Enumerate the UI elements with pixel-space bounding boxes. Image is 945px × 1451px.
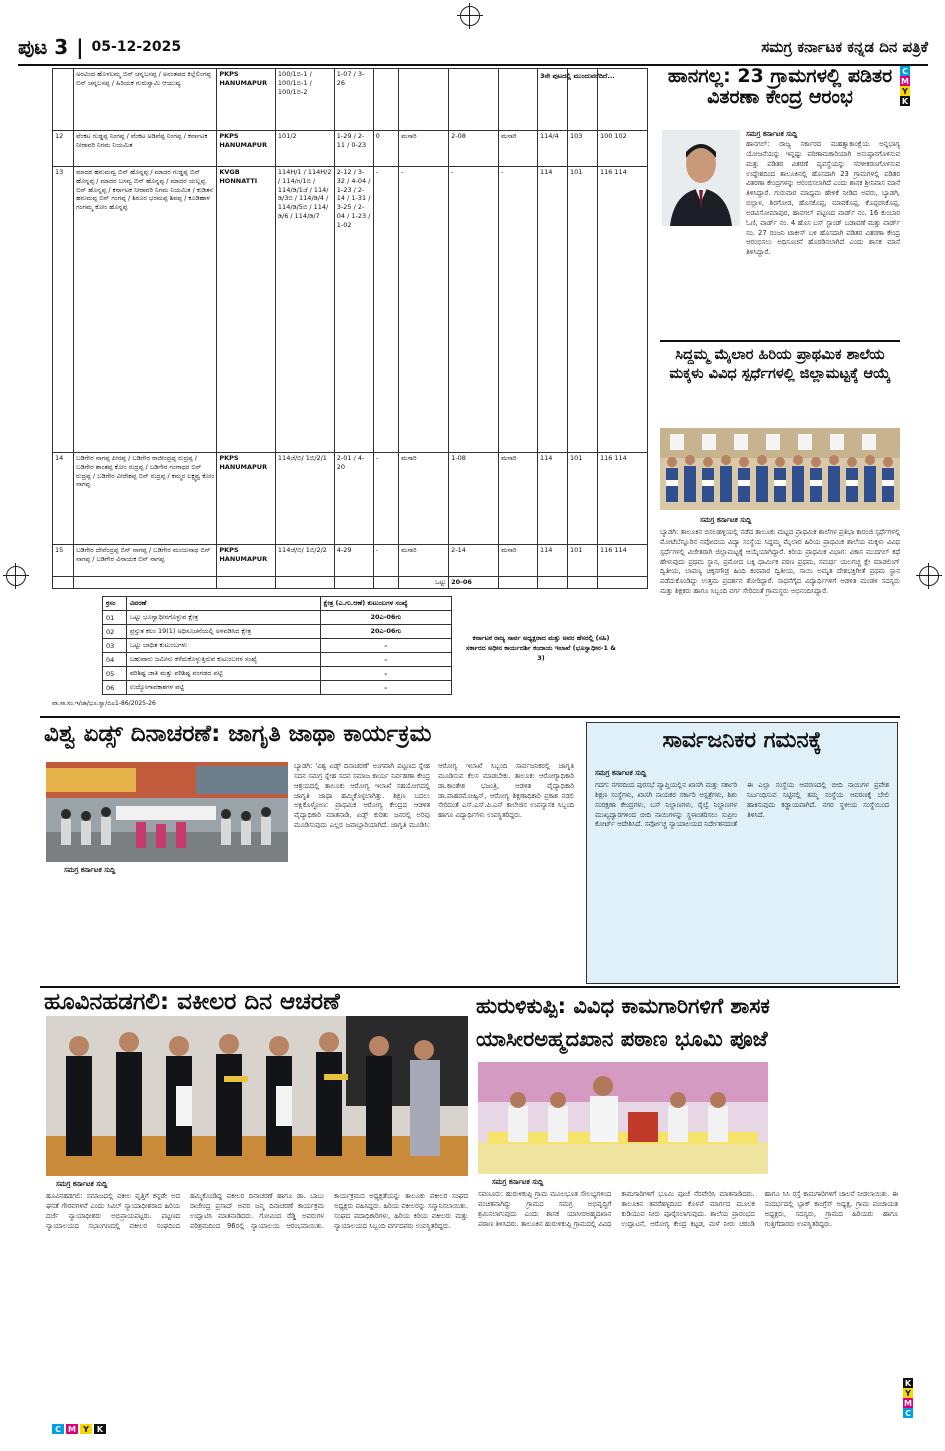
awareness-rally-photo [46, 762, 288, 862]
summary-row [103, 653, 452, 667]
table-total-row [53, 577, 648, 589]
public-headline: ಸಾರ್ವಜನಿಕರ ಗಮನಕ್ಕೆ [662, 728, 822, 753]
table-cell-bank: PKPS HANUMAPUR [217, 453, 276, 545]
total-label: ಒಟ್ಟು [399, 577, 449, 589]
public-notice-story [586, 722, 898, 984]
table-cell-c6: 101 [567, 545, 597, 577]
summary-cell-d: ಉದ್ಯೋಗಾವಕಾಶಗಳ ಪಟ್ಟಿ [126, 681, 320, 695]
table-row [53, 167, 648, 453]
summary-row [103, 611, 452, 625]
table-cell-c1: - [373, 545, 399, 577]
table-cell-c7: 100 102 [597, 131, 647, 167]
table-cell-names: ವೆಂಕಟ ಗುಡ್ಡಪ್ಪ ನಿಂಗಪ್ಪ / ವೆಂಕಟ ಅಡಿವೆಪ್ಪ ನಿಂಗಪ್ಪ / ಕರ್ನಾಟಕ ನೀರಾವರಿ ನಿಗಮ ನಿಯಮಿತ [74, 131, 217, 167]
table-cell-c7: 116 114 [597, 545, 647, 577]
table-cell-c4: ಮಸಾರಿ [499, 453, 538, 545]
issue-date: 05-12-2025 [91, 39, 182, 55]
table-cell-bank: PKPS HANUMAPUR [217, 69, 276, 131]
table-cell-c6: 103 [567, 131, 597, 167]
divider [40, 986, 900, 988]
summary-row [103, 639, 452, 653]
lawyers-body: ಹೂವಿನಹಡಗಲಿ: ಸಮಾಜದಲ್ಲಿ ವಕೀಲ ವೃತ್ತಿಗೆ ಕನ್ನಡೇ ಅದ ಘನತೆ ಗೌರವಗಳಿವೆ ಎಂದು ಸಿವಿಲ್ ನ್ಯಾಯಾಧೀಶರಾದ ಹಿರಿಯ ದರ್ಜೆ ನ್ಯಾಯಾಧೀಶರು ಅಭಿಪ್ರಾಯಪಟ್ಟರು. ಪಟ್ಟಣದ ನ್ಯಾಯಾಲಯದ ಸಭಾಂಗಣದಲ್ಲಿ ವಕೀಲರ ಸಂಘದಿಂದ ಹಮ್ಮಿಕೊಂಡಿದ್ದ ವಕೀಲರ ದಿನಾಚರಣೆ ಹಾಗೂ ಡಾ. ಬಾಬು ರಾಜೇಂದ್ರ ಪ್ರಸಾದ್ ಅವರ ಜನ್ಮ ದಿನಾಚರಣೆ ಕಾರ್ಯಕ್ರಮ ಉದ್ಘಾಟಿಸಿ ಮಾತನಾಡಿದರು. ಗೋವಿಂದ ರೆಡ್ಡಿ ಅವರುಗಳ ಪರಿಶ್ರಮದಿಂದ 96ರಲ್ಲಿ ನ್ಯಾಯಾಲಯ ಆರಂಭವಾಯಿತು. ಕಾರ್ಯಕ್ರಮದ ಅಧ್ಯಕ್ಷತೆಯನ್ನು ತಾಲೂಕು ವಕೀಲರ ಸಂಘದ ಅಧ್ಯಕ್ಷರು ವಹಿಸಿದ್ದರು. ಹಿರಿಯ ವಕೀಲರನ್ನು ಸನ್ಮಾನಿಸಲಾಯಿತು. ಸಂಘದ ಪದಾಧಿಕಾರಿಗಳು, ಹಿರಿಯ ಕಿರಿಯ ವಕೀಲರು ಮತ್ತು ನ್ಯಾಯಾಲಯದ ಸಿಬ್ಬಂದಿ ವರ್ಗದವರು ಉಪಸ್ಥಿತರಿದ್ದರು. [46, 1192, 468, 1230]
table-cell-c1 [373, 69, 399, 131]
table-cell-c5: 114 [537, 167, 567, 453]
school-story [660, 346, 900, 716]
table-cell-num [53, 69, 74, 131]
table-row [53, 131, 648, 167]
table-cell-extent: 2-01 / 4-20 [334, 453, 373, 545]
table-cell-c1: - [373, 453, 399, 545]
table-cell-names: ಬಡಿಗೇರ ದೇವೆಂದ್ರಪ್ಪ ಬಿನ್ ನಾಗಪ್ಪ / ಬಡಿಗೇರ ಮಂಜುನಾಥ ಬಿನ್ ನಾಗಪ್ಪ / ಬಡಿಗೇರ ವಿನಾಯಕ ಬಿನ್ ನಾಗಪ್ಪ [74, 545, 217, 577]
table-cell-bank: PKPS HANUMAPUR [217, 545, 276, 577]
summary-cell-n: 05 [103, 667, 127, 681]
table-cell-bank: PKPS HANUMAPUR [217, 131, 276, 167]
registration-mark-top [460, 6, 480, 26]
table-cell-extent: 2-12 / 3-32 / 4-04 / 1-23 / 2-14 / 1-31 / 3-25 / 2-04 / 1-23 / 1-02 [334, 167, 373, 453]
table-cell-c3: - [449, 167, 499, 453]
table-cell-c5: 114 [537, 453, 567, 545]
table-cell-empty [53, 577, 74, 589]
table-cell-c6: 101 [567, 453, 597, 545]
table-cell-c1: - [373, 167, 399, 453]
aids-byline: ಸಮಗ್ರ ಕರ್ನಾಟಕ ಸುದ್ದಿ [64, 866, 116, 874]
cmyk-strip-bottom-right: K Y M C [904, 1378, 912, 1418]
public-body: ಗದಗ: ನಗರದಿಂದ ಪುರಸಭೆ ವ್ಯಾಪ್ತಿಯಲ್ಲಿನ ಖಾಸಗಿ ಮತ್ತು ಸರ್ಕಾರಿ ಶಿಕ್ಷಣ ಸಂಸ್ಥೆಗಳು, ಖಾಸಗಿ ನಾಯಕರ ಸರ್ಕಾರಿ ಆಸ್ಪತ್ರೆಗಳು, ಶಿಶು ಸಂರಕ್ಷಣಾ ಕೇಂದ್ರಗಳು, ಬಸ್ ನಿಲ್ದಾಣಗಳು, ರೈಲ್ವೆ ನಿಲ್ದಾಣಗಳ ಮುಖ್ಯದ್ವಾರಗಳಿಂದ ಬೀದಿ ನಾಯಿಗಳನ್ನು ಸ್ಥಳಾಂತರಿಸಲು ಸುಪ್ರೀಂ ಕೋರ್ಟ್ ಆದೇಶಿಸಿದೆ. ಸರ್ವೋಚ್ಚ ನ್ಯಾಯಾಲಯದ ನಿರ್ದೇಶನದಂತೆ ಈ ಎಲ್ಲಾ ಸಂಸ್ಥೆಯ ಆವರಣದಲ್ಲಿ ಬೀದಿ ನಾಯಿಗಳ ಪ್ರವೇಶ ನಿರ್ಬಂಧಿಸುವ ನಿಟ್ಟಿನಲ್ಲಿ ತಮ್ಮ ಸಂಸ್ಥೆಯ ಆವರಣಕ್ಕೆ ಬೇಲಿ ಹಾಕಿಸುವುದು ಕಡ್ಡಾಯವಾಗಿದೆ. ನಗರ ಸ್ಥಳೀಯ ಸಂಸ್ಥೆಯಿಂದ ತಿಳಿಸಿದೆ. [595, 781, 889, 829]
table-row [53, 453, 648, 545]
aids-story [44, 722, 574, 984]
table-cell-c4: ಮಸಾರಿ [499, 131, 538, 167]
lawyers-story [44, 990, 470, 1420]
authority-signature: ಕರ್ನಾಟಕ ರಾಜ್ಯ ಸಾರ್ವ ಅಧ್ಯಕ್ಷರಾದ ಮತ್ತು ಅವರ ಹೆಸರಲ್ಲಿ (ಸಹಿ) ಸರ್ಕಾರದ ಅಧೀನ ಕಾರ್ಯದರ್ಶಿ ಕಂದಾಯ ಇಲಾಖೆ (ಭೂಸ್ವಾಧೀನ-1 & 3) [466, 634, 616, 662]
table-cell-c3: 2-08 [449, 131, 499, 167]
table-cell-names: ಬಡಿಗೇರ ನಾಗಪ್ಪ ಪೀರಪ್ಪ / ಬಡಿಗೇರ ರಾಜೀಂದ್ರಪ್ಪ ರುದ್ರಪ್ಪ / ಬಡಿಗೇರ ಶಾಂತಪ್ಪ ಕೋಂ ರುದ್ರಪ್ಪ / ಬಡಿಗೇರ ಗಂಗಾಧರ ಬಿನ್ ರುದ್ರಪ್ಪ / ಬಡಿಗೇರ ವೀರೇಶಪ್ಪ ಬಿನ್ ರುದ್ರಪ್ಪ / ಕಮ್ಮರ ಲಕ್ಷ್ಮವ್ವ ಕೋಂ ನಾಗಪ್ಪ [74, 453, 217, 545]
table-cell-empty [275, 577, 334, 589]
lawyers-headline: ಹೂವಿನಹಡಗಲಿ: ವಕೀಲರ ದಿನ ಆಚರಣೆ [44, 989, 340, 1015]
summary-cell-v: - [320, 667, 451, 681]
registration-mark-right [919, 566, 939, 586]
summary-cell-n: 04 [103, 653, 127, 667]
summary-header-cell: ಕ್ರಸಂ [103, 597, 127, 611]
aids-headline: ವಿಶ್ವ ಏಡ್ಸ್ ದಿನಾಚರಣೆ: ಜಾಗೃತಿ ಜಾಥಾ ಕಾರ್ಯಕ್ರಮ [44, 721, 432, 747]
lawyers-group-photo [46, 1016, 468, 1176]
summary-cell-n: 03 [103, 639, 127, 653]
table-cell-c7: 116 114 [597, 453, 647, 545]
summary-cell-v: 20ಎ-06ಗು [320, 611, 451, 625]
table-cell-names: ಮಾದರ ಹನುಮವ್ವ ಬಿನ್ ಹೊನ್ನಪ್ಪ / ಮಾದರ ಗುಡ್ಡಪ್ಪ ಬಿನ್ ಹೊನ್ನಪ್ಪ / ಮಾದರ ಬಸವ್ವ ಬಿನ್ ಹೊನ್ನಪ್ಪ / ಮಾದರ ಯಲ್ಲಪ್ಪ ಬಿನ್ ಹೊನ್ನಪ್ಪ / ಕರ್ನಾಟಕ ನೀರಾವರಿ ನಿಗಮ ನಿಯಮಿತ / ಕುಡಿತನ ಹನುಮಪ್ಪ ಬಿನ್ ಗಂಗಪ್ಪ / ಶಿರೂರ ಭರಮಪ್ಪ ಶಿವಪ್ಪ / ಕೂಡಿಹಾಳ ಗಂಗಮ್ಮ ಕೋಂ ಹೊನ್ನಪ್ಪ [74, 167, 217, 453]
table-cell-c4 [499, 69, 538, 131]
hanagal-byline: ಸಮಗ್ರ ಕರ್ನಾಟಕ ಸುದ್ದಿ [746, 130, 798, 138]
registration-mark-left [6, 566, 26, 586]
table-cell-num: 15 [53, 545, 74, 577]
cmyk-strip-top-right: C M Y K [901, 66, 909, 106]
table-cell-empty [217, 577, 276, 589]
table-cell-extent: 1-29 / 2-11 / 0-23 [334, 131, 373, 167]
mla-portrait [662, 130, 740, 226]
summary-table [102, 596, 452, 695]
summary-row [103, 667, 452, 681]
table-cell-empty [537, 577, 567, 589]
table-cell-empty [567, 577, 597, 589]
table-cell-empty [334, 577, 373, 589]
table-cell-survey: 100/1ಬಿ-1 / 100/1ಬಿ-1 / 100/1ಬಿ-2 [275, 69, 334, 131]
table-cell-empty [74, 577, 217, 589]
table-cell-c2: ಮಸಾರಿ [399, 131, 449, 167]
table-cell-empty [499, 577, 538, 589]
cmyk-strip-bottom-left: C M Y K [52, 1424, 106, 1434]
page-label: ಪುಟ 3 [18, 35, 69, 59]
table-cell-c5: 114/4 [537, 131, 567, 167]
divider [660, 340, 900, 342]
notification-number: ವಾ.ಸಾ.ಸಂ.ಇ/ಜಾ/ಭೂ.ಸ್ವಾ/ಬಿಎ1-86/2025-26 [52, 700, 156, 707]
divider [40, 716, 900, 718]
table-cell-extent: 1-07 / 3-26 [334, 69, 373, 131]
summary-cell-d: ಪ್ರಸ್ತುತ ಕಲಂ 19(1) ಅಧಿಸೂಚನೆಯಲ್ಲಿ ಅಳವಡಿಸಿದ ಕ್ಷೇತ್ರ [126, 625, 320, 639]
summary-header-cell: ವಿವರಣೆ [126, 597, 320, 611]
school-byline: ಸಮಗ್ರ ಕರ್ನಾಟಕ ಸುದ್ದಿ [700, 516, 752, 524]
table-cell-extent: 4-29 [334, 545, 373, 577]
mla-story [476, 990, 900, 1420]
hanagal-story [660, 66, 900, 336]
aids-body: ಬ್ಯಾಡಗಿ: 'ವಿಶ್ವ ಏಡ್ಸ್ ದಿನಾಚರಣೆ' ಅಂಗವಾಗಿ ಪಟ್ಟಣದ ಸ್ನೇಹ ಸದನ ಸಮಗ್ರ ಸ್ನೇಹ ಸದನ ಸಮಾಜ ಕಾರ್ಯ ನಿರ್ವಹಣಾ ಕೇಂದ್ರ ಆಶ್ರಯದಲ್ಲಿ ತಾಲೂಕು ಆರೋಗ್ಯ ಇಲಾಖೆ ಸಹಯೋಗದಲ್ಲಿ ಜಾಗೃತಿ ಜಾಥಾ ಹಮ್ಮಿಕೊಳ್ಳಲಾಗಿತ್ತು. ಶಿಕ್ಷಣ ಬದಲು ಅಕ್ಷಿಕೊಳ್ಳೋಣ: ಪ್ರಾಥಮಿಕ ಆರೋಗ್ಯ ಕೇಂದ್ರದ ಆಡಳಿತ ವೈದ್ಯಾಧಿಕಾರಿ ಮಾತನಾಡಿ, ಏಡ್ಸ್ ಕುರಿತು ಜನರಲ್ಲಿ ಅರಿವು ಮೂಡಿಸುವುದು ಎಲ್ಲರ ಜವಾಬ್ದಾರಿಯಾಗಿದೆ. ಜಾಗೃತಿ ಮೂಡಿಸಿ: ಆರೋಗ್ಯ ಇಲಾಖೆ ಸಿಬ್ಬಂದಿ ಸಾರ್ವಜನಿಕರಲ್ಲಿ ಜಾಗೃತಿ ಮೂಡಿಸುವ ಕೆಲಸ ಮಾಡಬೇಕು. ತಾಲೂಕು ಆರೋಗ್ಯಾಧಿಕಾರಿ ಡಾ.ಕಾಂತೇಶ ಭಜಂತ್ರಿ, ಆಡಳಿತ ವೈದ್ಯಾಧಿಕಾರಿ ಡಾ.ವಾಹರಮೋಹ್ಸಿನ್, ಆರೋಗ್ಯ ಶಿಕ್ಷಣಾಧಿಕಾರಿ ಪ್ರಕಾಶ ನಡಲಿ ಸೇರಿದಂತೆ ಎಸ್.ಎಸ್.ಪಿ.ಎನ್ ಕಾಲೇಜಿನ ಉಪನ್ಯಾಸಕ ಸಿಬ್ಬಂದಿ ಹಾಗೂ ವಿದ್ಯಾರ್ಥಿಗಳು ಉಪಸ್ಥಿತರಿದ್ದರು. [294, 762, 574, 830]
summary-cell-n: 06 [103, 681, 127, 695]
table-cell-bank: KVGB HONNATTI [217, 167, 276, 453]
summary-header-row [103, 597, 452, 611]
summary-cell-v: - [320, 681, 451, 695]
summary-cell-v: - [320, 639, 451, 653]
table-cell-c1: 0 [373, 131, 399, 167]
mla-headline: ಹುರುಳಿಕುಪ್ಪಿ: ವಿವಿಧ ಕಾಮಗಾರಿಗಳಿಗೆ ಶಾಸಕ ಯಾಸೀರಅಹ್ಮದಖಾನ ಪಠಾಣ ಭೂಮಿ ಪೂಜೆ [476, 994, 770, 1051]
table-cell-empty [373, 577, 399, 589]
students-group-photo [660, 428, 900, 510]
table-cell-num: 12 [53, 131, 74, 167]
land-acquisition-table [52, 68, 648, 589]
summary-cell-d: ಒಟ್ಟು ಭೂಸ್ವಾಧೀನಗೊಳ್ಳುವ ಕ್ಷೇತ್ರ [126, 611, 320, 625]
bhoomi-pooja-photo [478, 1062, 768, 1174]
summary-row [103, 681, 452, 695]
table-cell-c4: - [499, 167, 538, 453]
school-body: ಬ್ಯಾಡಗಿ: ತಾಲೂಕಿನ ಬಿಸಲಹಳ್ಳಿಯಲ್ಲಿ ನಡೆದ ತಾಲೂಕು ಮಟ್ಟದ ಪ್ರಾಥಮಿಕ ಶಾಲೆಗಳ ಪ್ರತಿಭಾ ಕಾರಂಜಿ ಸ್ಪರ್ಧೆಗಳಲ್ಲಿ ಮೋಟೆಬೆನ್ನೂರಿನ ನವೋದಯ ವಿದ್ಯಾ ಸಂಸ್ಥೆಯ ಸಿದ್ದಮ್ಮ ಮೈಲಾರ ಹಿರಿಯ ಪ್ರಾಥಮಿಕ ಶಾಲೆಯ ಮಕ್ಕಳು ವಿವಿಧ ಸ್ಪರ್ಧೆಗಳಲ್ಲಿ ವಿಜೇತರಾಗಿ ಜಿಲ್ಲಾಮಟ್ಟಕ್ಕೆ ಆಯ್ಕೆಯಾಗಿದ್ದಾರೆ. ಕಿರಿಯ ಪ್ರಾಥಮಿಕ ವಿಭಾಗ: ವಿಕಾಸ ಮುದಗಲ್ ಕಥೆ ಹೇಳುವುದು ಪ್ರಥಮ ಸ್ಥಾನ, ಪ್ರಮೋದ ಬಕ್ಕಿ ಧಾರ್ಮಿಕ ಪಠಣ ಪ್ರಥಮ, ಸಮರ್ಥ ಯಲಗಚ್ಚ ಕ್ಲೇ ಮಾಡಲಿಂಗ್ ದ್ವಿತೀಯ, ಲಾವಣ್ಯ ಚಿಕ್ಕನಗೌಡ್ರ ಹಿಂದಿ ಕಂಠಪಾಠ ದ್ವಿತೀಯ, ಸಾಯಿ ಅಮೃತ ದೇಶಭಕ್ತಿಗೀತೆ ಪ್ರಥಮ ಸ್ಥಾನ ಪಡೆದುಕೊಂಡಿದ್ದು ಉತ್ತಮ ಪ್ರದರ್ಶನ ತೋರಿದ್ದಾರೆ. ಸಾಧನೆಗೈದ ವಿದ್ಯಾರ್ಥಿಗಳಿಗೆ ಆಡಳಿತ ಮಂಡಳಿ ಸದಸ್ಯರು ಮತ್ತು ಶಿಕ್ಷಕರು ಹಾಗೂ ಸಿಬ್ಬಂದಿ ವರ್ಗ ಸೇರಿದಂತೆ ಗ್ರಾಮಸ್ಥರು ಅಭಿನಂದಿಸಿದ್ದಾರೆ. [660, 528, 900, 596]
table-cell-num: 13 [53, 167, 74, 453]
table-cell-c3: 1-08 [449, 453, 499, 545]
public-byline: ಸಮಗ್ರ ಕರ್ನಾಟಕ ಸುದ್ದಿ [595, 769, 647, 777]
page-header: ಪುಟ 3 | 05-12-2025 ಸಮಗ್ರ ಕರ್ನಾಟಕ ಕನ್ನಡ ದಿನ ಪತ್ರಿಕೆ [18, 30, 928, 66]
hanagal-body: ಹಾನಗಲ್: ರಾಜ್ಯ ಸರ್ಕಾರದ ಮಹತ್ವಾಕಾಂಕ್ಷೆಯ ಅನ್ನಭಾಗ್ಯ ಯೋಜನೆಯನ್ನು ಇನ್ನಷ್ಟು ಪರಿಣಾಮಕಾರಿಯಾಗಿ ಅನುಷ್ಠಾನಗೊಳಿಸುವ ಮತ್ತು ಪಡಿತರ ವಿತರಣೆ ವ್ಯವಸ್ಥೆಯನ್ನು ಸರಳೀಕರಣಗೊಳಿಸುವ ಉದ್ದೇಶದಿಂದ ತಾಲೂಕಿನಲ್ಲಿ ಹೊಸದಾಗಿ 23 ಗ್ರಾಮಗಳಲ್ಲಿ ಪಡಿತರ ವಿತರಣಾ ಕೇಂದ್ರಗಳನ್ನು ಆರಂಭಿಸಲಾಗಿದೆ ಎಂದು ಶಾಸಕ ಶ್ರೀನಿವಾಸ ಮಾನೆ ತಿಳಿಸಿದ್ದಾರೆ. ಗುರುವಾರ ಮಾಧ್ಯಮ ಹೇಳಿಕೆ ನೀಡಿದ ಅವರು, ಬ್ಯಾಡಗಿ, ಬಿಲ್ಲಾಳ, ಶಿರಗೋಡ, ಹೊಸಕೊಪ್ಪ, ಮಾವಕೊಪ್ಪ, ಕೊಪ್ಪರಸಿಕೊಪ್ಪ, ಅಡವಿಸೋಮಾಪುರ, ಹಾನಗಲ್ ಪಟ್ಟಣದ ವಾರ್ಡ್ ನಂ. 16 ಕುಂಬಾರ ಓಣಿ, ವಾರ್ಡ್ ನಂ. 4 ಹೊಸ ಬಸ್ ಸ್ಟಾಂಡ್ ಬಡಾವಣೆ ಮತ್ತು ವಾರ್ಡ್ ನಂ. 27 ರಂಜನಿ ಟಾಕೀಸ್ ಬಳಿ ಹೊಸದಾಗಿ ಪಡಿತರ ವಿತರಣಾ ಕೇಂದ್ರ ಆರಂಭಿಸಲು ಅಧಿಸೂಚನೆ ಹೊರಡಿಸಲಾಗಿದೆ ಎಂದು ಶಾಸಕ ಮಾನೆ ತಿಳಿಸಿದ್ದಾರೆ. [746, 140, 900, 257]
table-cell-c3: 2-14 [449, 545, 499, 577]
table-cell-empty [597, 577, 647, 589]
table-cell-c2: ಮಸಾರಿ [399, 453, 449, 545]
summary-header-cell: ಕ್ಷೇತ್ರ (ಎ.ಗು.ಆಣೆ) ಕುಟುಂಬಗಳ ಸಂಖ್ಯೆ [320, 597, 451, 611]
lawyers-byline: ಸಮಗ್ರ ಕರ್ನಾಟಕ ಸುದ್ದಿ [56, 1180, 108, 1188]
ledger-top-note: 3ನೇ ಪುಟದಲ್ಲಿ ಮುಂದುವರೆದಿದೆ... [540, 72, 615, 80]
table-cell-c2: - [399, 167, 449, 453]
table-cell-c2 [399, 69, 449, 131]
summary-cell-d: ಬಹುವಾರು ಜಮೀನು ಕಳೆದುಕೊಳ್ಳುತ್ತಿರುವ ಕುಟುಂಬಗಳ ಸಂಖ್ಯೆ [126, 653, 320, 667]
table-row [53, 545, 648, 577]
table-cell-names: ಅರವಿಂದ ಹೊಳಲಮ್ಮ ಬಿನ್ ಚನ್ನಬಸಪ್ಪ / ಅನಂತಪದ ಕಿಲ್ಲೆಲಿಂಗಪ್ಪ ಬಿನ್ ಚನ್ನಬಸಪ್ಪ / ಹಿರಿಯಕ ಗುರುಸ್ವಾಮಿ ಆಯುಷ್ಯ [74, 69, 217, 131]
table-cell-survey: 101/2 [275, 131, 334, 167]
table-cell-survey: 114ಜೆ/ಬಿ/ 1ಬಿ/2/1 [275, 453, 334, 545]
hanagal-headline: ಹಾನಗಲ್ಲ: 23 ಗ್ರಾಮಗಳಲ್ಲಿ ಪಡಿತರ ವಿತರಣಾ ಕೇಂದ್ರ ಆರಂಭ [667, 65, 893, 108]
table-cell-c4: ಮಸಾರಿ [499, 545, 538, 577]
summary-row [103, 625, 452, 639]
table-cell-c7: 116 114 [597, 167, 647, 453]
table-cell-num: 14 [53, 453, 74, 545]
summary-cell-d: ಒಟ್ಟು ಬಾಧಿತ ಕುಟುಂಬಗಳು [126, 639, 320, 653]
table-cell-c5: 114 [537, 545, 567, 577]
newspaper-title: ಸಮಗ್ರ ಕರ್ನಾಟಕ ಕನ್ನಡ ದಿನ ಪತ್ರಿಕೆ [761, 38, 928, 56]
mla-byline: ಸಮಗ್ರ ಕರ್ನಾಟಕ ಸುದ್ದಿ [492, 1178, 544, 1186]
summary-cell-n: 01 [103, 611, 127, 625]
table-cell-survey: 114ಜೆ/ಬಿ/ 1ಬಿ/2/2 [275, 545, 334, 577]
summary-cell-v: 20ಎ-06ಗು [320, 625, 451, 639]
school-headline: ಸಿದ್ದಮ್ಮ ಮೈಲಾರ ಹಿರಿಯ ಪ್ರಾಥಮಿಕ ಶಾಲೆಯ ಮಕ್ಕಳು ವಿವಿಧ ಸ್ಪರ್ಧೆಗಳಲ್ಲಿ ಜಿಲ್ಲಾಮಟ್ಟಕ್ಕೆ ಆಯ್ಕೆ [669, 347, 891, 382]
table-cell-c3 [449, 69, 499, 131]
table-cell-c6: 101 [567, 167, 597, 453]
total-value: 20-06 [449, 577, 499, 589]
summary-cell-n: 02 [103, 625, 127, 639]
mla-body: ಸವಣೂರು: ಹುರುಳಿಕುಪ್ಪಿ ಗ್ರಾಮ ಮೂಲಭೂತ ಸೌಲಭ್ಯಗಳಿಂದ ವಂಚಿತವಾಗಿದ್ದು ಗ್ರಾಮದ ಸಮಗ್ರ ಅಭಿವೃದ್ಧಿಗೆ ಶ್ರಮಿಸಲಾಗುವುದು ಎಂದು ಶಾಸಕ ಯಾಸೀರಅಹ್ಮದಖಾನ ಪಠಾಣ ತಿಳಿಸಿದರು. ತಾಲೂಕಿನ ಹುರುಳಿಕುಪ್ಪಿ ಗ್ರಾಮದಲ್ಲಿ ವಿವಿಧ ಕಾಮಗಾರಿಗಳಿಗೆ ಭೂಮಿ ಪೂಜೆ ನೆರವೇರಿಸಿ ಮಾತನಾಡಿದರು. ತಾಲೂಕಿನ ತವರೆಹಳ್ಳದಿಂದ ಕೊಳವೆ ಮಾರ್ಗದ ಮೂಲಕ ಕುಡಿಯುವ ನೀರು ಪೂರೈಸಲಾಗುವುದು. ಶಾಲೆಯ ಪ್ರಾರಂಭದ ಉದ್ಘಾಟನೆ, ಆರೋಗ್ಯ ಕೇಂದ್ರ ಕಟ್ಟಡ, ಮಳೆ ನೀರು ಚರಂಡಿ ಹಾಗೂ ಸಿಸಿ ರಸ್ತೆ ಕಾಮಗಾರಿಗಳಿಗೆ ಚಾಲನೆ ನೀಡಲಾಯಿತು. ಈ ಸಂದರ್ಭದಲ್ಲಿ ಬ್ಲಾಕ್ ಕಾಂಗ್ರೆಸ್ ಅಧ್ಯಕ್ಷ, ಗ್ರಾಮ ಪಂಚಾಯತ ಅಧ್ಯಕ್ಷರು, ಸದಸ್ಯರು, ಗ್ರಾಮದ ಹಿರಿಯರು ಹಾಗೂ ಗುತ್ತಿಗೆದಾರರು ಉಪಸ್ಥಿತರಿದ್ದರು. [478, 1190, 898, 1228]
summary-cell-v: - [320, 653, 451, 667]
summary-cell-d: ಪರಿಶಿಷ್ಟ ಜಾತಿ ಮತ್ತು ಪರಿಶಿಷ್ಟ ಪಂಗಡದ ಪಟ್ಟಿ [126, 667, 320, 681]
table-cell-c2: ಮಸಾರಿ [399, 545, 449, 577]
table-cell-survey: 114H/1 / 114H/2 / 114/ಗ/1ಬಿ / 114/ಡಿ/1ಜೆ / 114/ಡಿ/3ಬಿ / 114/ಡಿ/4 / 114/ಡಿ/5ಬಿ / 114/ಡಿ/6 / 114/ಡಿ/7 [275, 167, 334, 453]
